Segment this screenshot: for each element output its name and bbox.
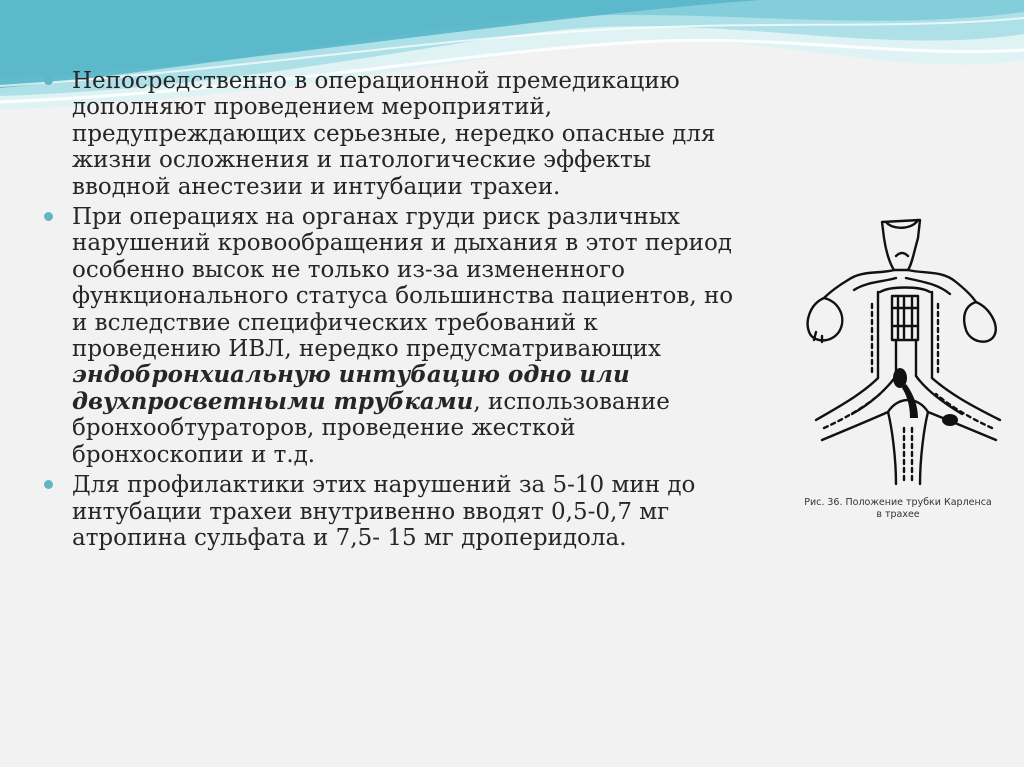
bullet-item (44, 472, 744, 551)
bullet-text: Непосредственно в операционной премедикацию дополняют проведением мероприятий, предупреждающих серьезные, нередко опасные для жизни осложнения и патологические эффекты вводной анестезии и интубации трахеи. (72, 68, 716, 200)
bullet-list (44, 68, 744, 555)
bullet-dot-icon (44, 212, 53, 221)
bullet-dot-icon (44, 76, 53, 85)
figure-caption-line: в трахее (876, 509, 920, 520)
bullet-text-start: При операциях на органах груди риск различных нарушений кровообращения и дыхания в этот период особенно высок не только из-за измененного функционального статуса большинства пациентов, но и вследствие специфических требований к проведению ИВЛ, нередко предусматривающих (72, 204, 734, 363)
bullet-text-end: , использование бронхообтураторов, проведение жесткой бронхоскопии и т.д. (72, 388, 670, 468)
bullet-text-emphasis: эндобронхиальную интубацию одно или двухпросветными трубками (72, 361, 630, 415)
bullet-item (44, 68, 744, 200)
bullet-text: Для профилактики этих нарушений за 5-10 мин до интубации трахеи внутривенно вводят 0,5-0,7 мг атропина сульфата и 7,5- 15 мг дроперидола. (72, 472, 696, 551)
bullet-dot-icon (44, 480, 53, 489)
carlens-tube-illustration (800, 208, 1020, 528)
bullet-item (44, 204, 744, 468)
figure-caption-line: Рис. 36. Положение трубки Карленса (804, 497, 992, 508)
figure-caption (778, 497, 1018, 521)
